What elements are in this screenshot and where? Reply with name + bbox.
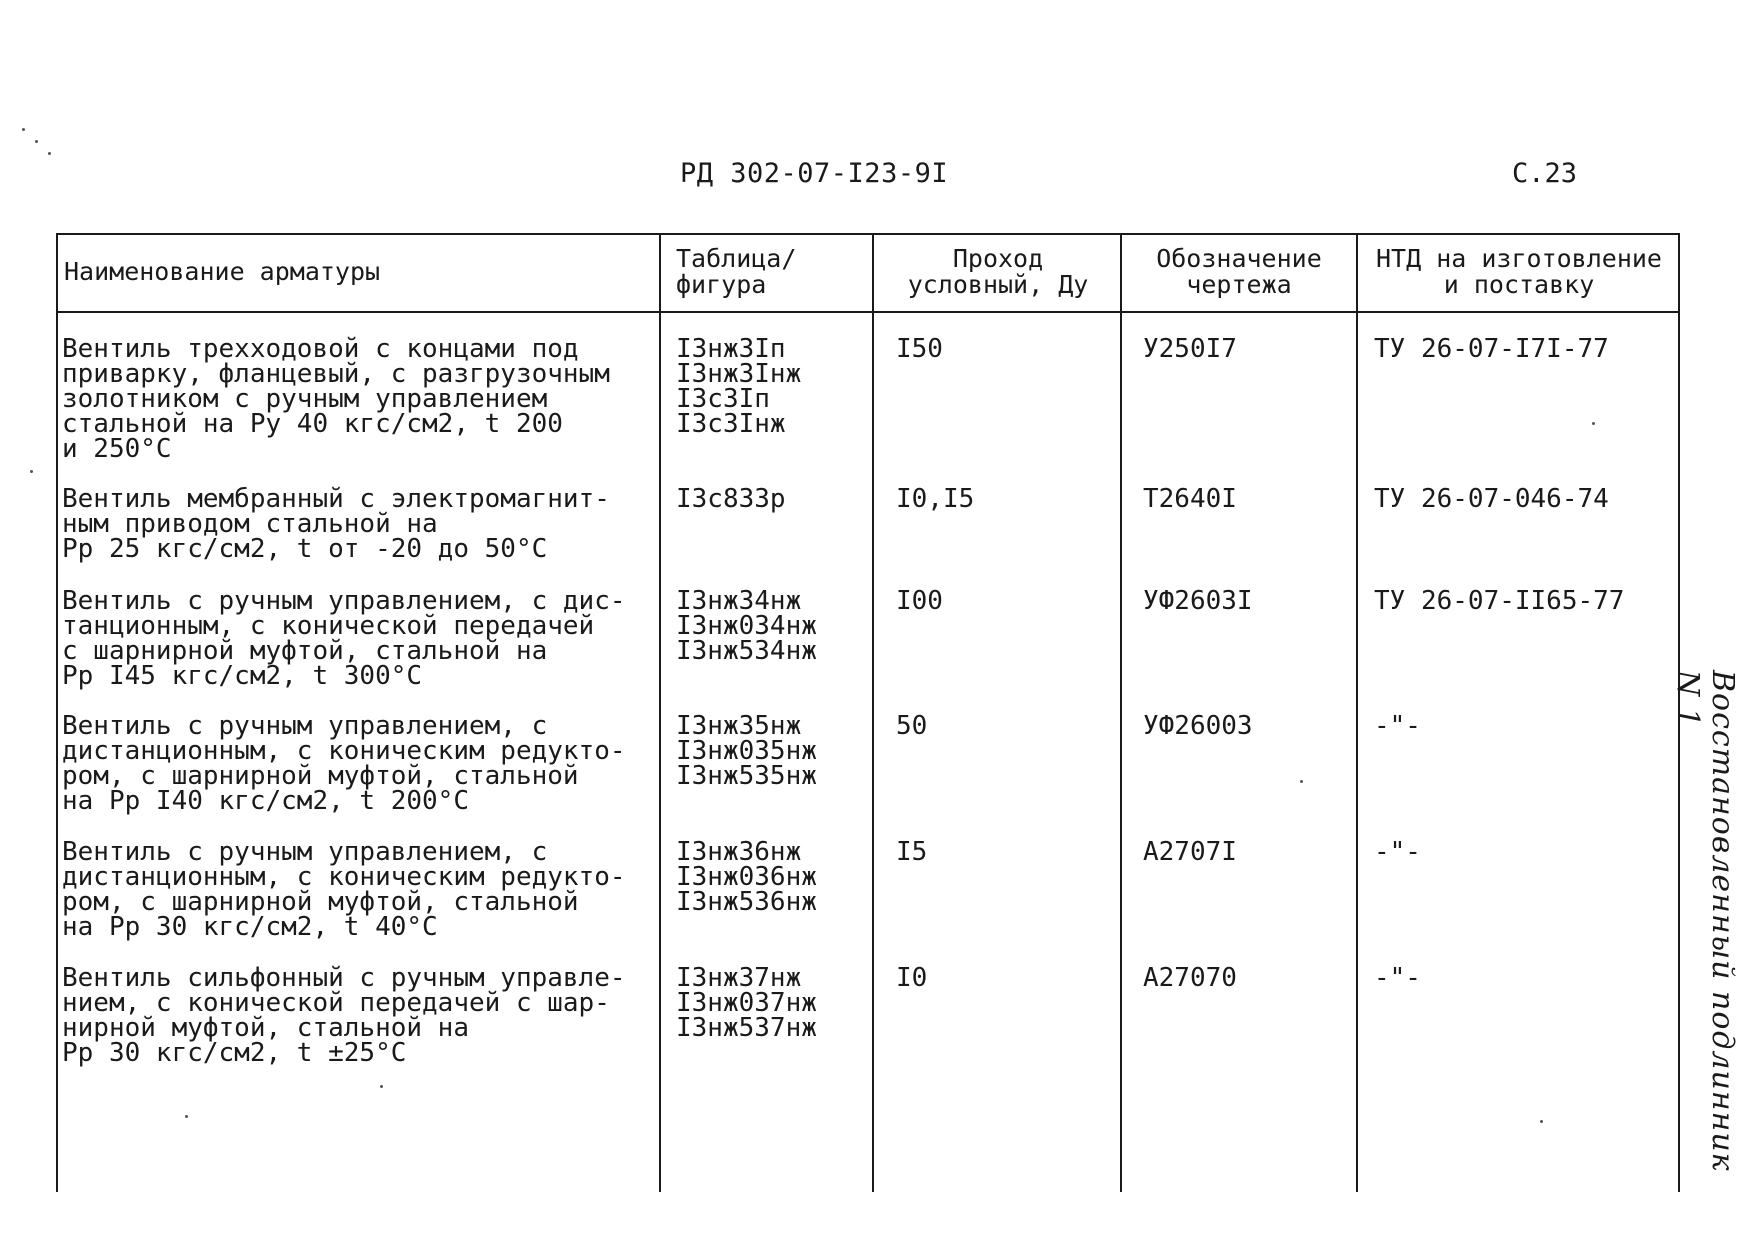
valve-drawing: УФ26003 bbox=[1143, 711, 1253, 741]
column-header-figure bbox=[676, 233, 866, 311]
valve-passage: I5 bbox=[896, 837, 928, 867]
valve-figure: I3нж36нж I3нж036нж I3нж536нж bbox=[676, 837, 817, 917]
valve-ntd: ТУ 26-07-I7I-77 bbox=[1374, 334, 1609, 364]
valve-passage: I00 bbox=[896, 586, 943, 616]
document-code: РД 302-07-I23-9I bbox=[680, 158, 949, 189]
header-divider bbox=[56, 311, 1680, 313]
restored-original-note: Восстановленный подлинник N 1 bbox=[1670, 670, 1740, 1172]
table-border-left bbox=[56, 233, 58, 1192]
scan-speck bbox=[35, 140, 38, 143]
scan-speck bbox=[22, 128, 25, 131]
valve-passage: I0,I5 bbox=[896, 484, 975, 514]
valves-table bbox=[56, 233, 1680, 1192]
valve-drawing: Т2640I bbox=[1143, 484, 1237, 514]
valve-figure: I3нж34нж I3нж034нж I3нж534нж bbox=[676, 586, 817, 666]
valve-ntd: ТУ 26-07-II65-77 bbox=[1374, 586, 1625, 616]
valve-figure: I3нж35нж I3нж035нж I3нж535нж bbox=[676, 711, 817, 791]
column-header-ntd-text: НТД на изготовление и поставку bbox=[1376, 244, 1662, 299]
valve-drawing: А2707I bbox=[1143, 837, 1237, 867]
valve-ntd: -"- bbox=[1374, 711, 1421, 741]
scan-speck bbox=[380, 1085, 383, 1088]
column-divider bbox=[659, 233, 661, 1192]
column-divider bbox=[1356, 233, 1358, 1192]
column-header-passage bbox=[876, 233, 1120, 311]
page-number: С.23 bbox=[1512, 158, 1578, 189]
valve-name: Вентиль мембранный с электромагнит- ным приводом стальной на Рр 25 кгс/см2, t от -20 до 50°С bbox=[62, 484, 610, 564]
column-header-name bbox=[64, 233, 654, 311]
column-header-drawing bbox=[1122, 233, 1356, 311]
valve-figure: I3нж3Iп I3нж3Iнж I3с3Iп I3с3Iнж bbox=[676, 334, 802, 439]
column-header-drawing-text: Обозначение чертежа bbox=[1156, 244, 1322, 299]
valve-ntd: -"- bbox=[1374, 963, 1421, 993]
scan-speck bbox=[30, 470, 33, 473]
valve-name: Вентиль трехходовой с концами под приварку, фланцевый, с разгрузочным золотником с ручным управлением стальной на Ру 40 кгс/см2, t 200 и 250°С bbox=[62, 334, 610, 464]
valve-passage: I50 bbox=[896, 334, 943, 364]
valve-ntd: ТУ 26-07-046-74 bbox=[1374, 484, 1609, 514]
valve-name: Вентиль с ручным управлением, с дистанционным, с коническим редукто- ром, с шарнирной муфтой, стальной на Рр I40 кгс/см2, t 200°С bbox=[62, 711, 626, 816]
valve-name: Вентиль сильфонный с ручным управле- нием, с конической передачей с шар- нирной муфтой, стальной на Рр 30 кгс/см2, t ±25°С bbox=[62, 963, 626, 1068]
valve-figure: I3нж37нж I3нж037нж I3нж537нж bbox=[676, 963, 817, 1043]
column-divider bbox=[1120, 233, 1122, 1192]
valve-name: Вентиль с ручным управлением, с дис- танционным, с конической передачей с шарнирной муфтой, стальной на Рр I45 кгс/см2, t 300°С bbox=[62, 586, 626, 691]
column-header-name-text: Наименование арматуры bbox=[64, 257, 381, 286]
valve-drawing: УФ2603I bbox=[1143, 586, 1253, 616]
scan-speck bbox=[1300, 780, 1303, 783]
valve-passage: 50 bbox=[896, 711, 928, 741]
column-header-passage-text: Проход условный, Ду bbox=[907, 244, 1089, 299]
valve-drawing: А27070 bbox=[1143, 963, 1237, 993]
scan-speck bbox=[1540, 1120, 1543, 1123]
scan-speck bbox=[48, 152, 51, 155]
scan-speck bbox=[185, 1115, 188, 1118]
valve-drawing: У250I7 bbox=[1143, 334, 1237, 364]
valve-passage: I0 bbox=[896, 963, 928, 993]
scan-speck bbox=[1592, 422, 1595, 425]
column-header-figure-text: Таблица/ фигура bbox=[676, 244, 797, 299]
valve-name: Вентиль с ручным управлением, с дистанционным, с коническим редукто- ром, с шарнирной муфтой, стальной на Рр 30 кгс/см2, t 40°С bbox=[62, 837, 626, 942]
valve-figure: I3с833р bbox=[676, 484, 786, 514]
valve-ntd: -"- bbox=[1374, 837, 1421, 867]
column-header-ntd bbox=[1358, 233, 1680, 311]
